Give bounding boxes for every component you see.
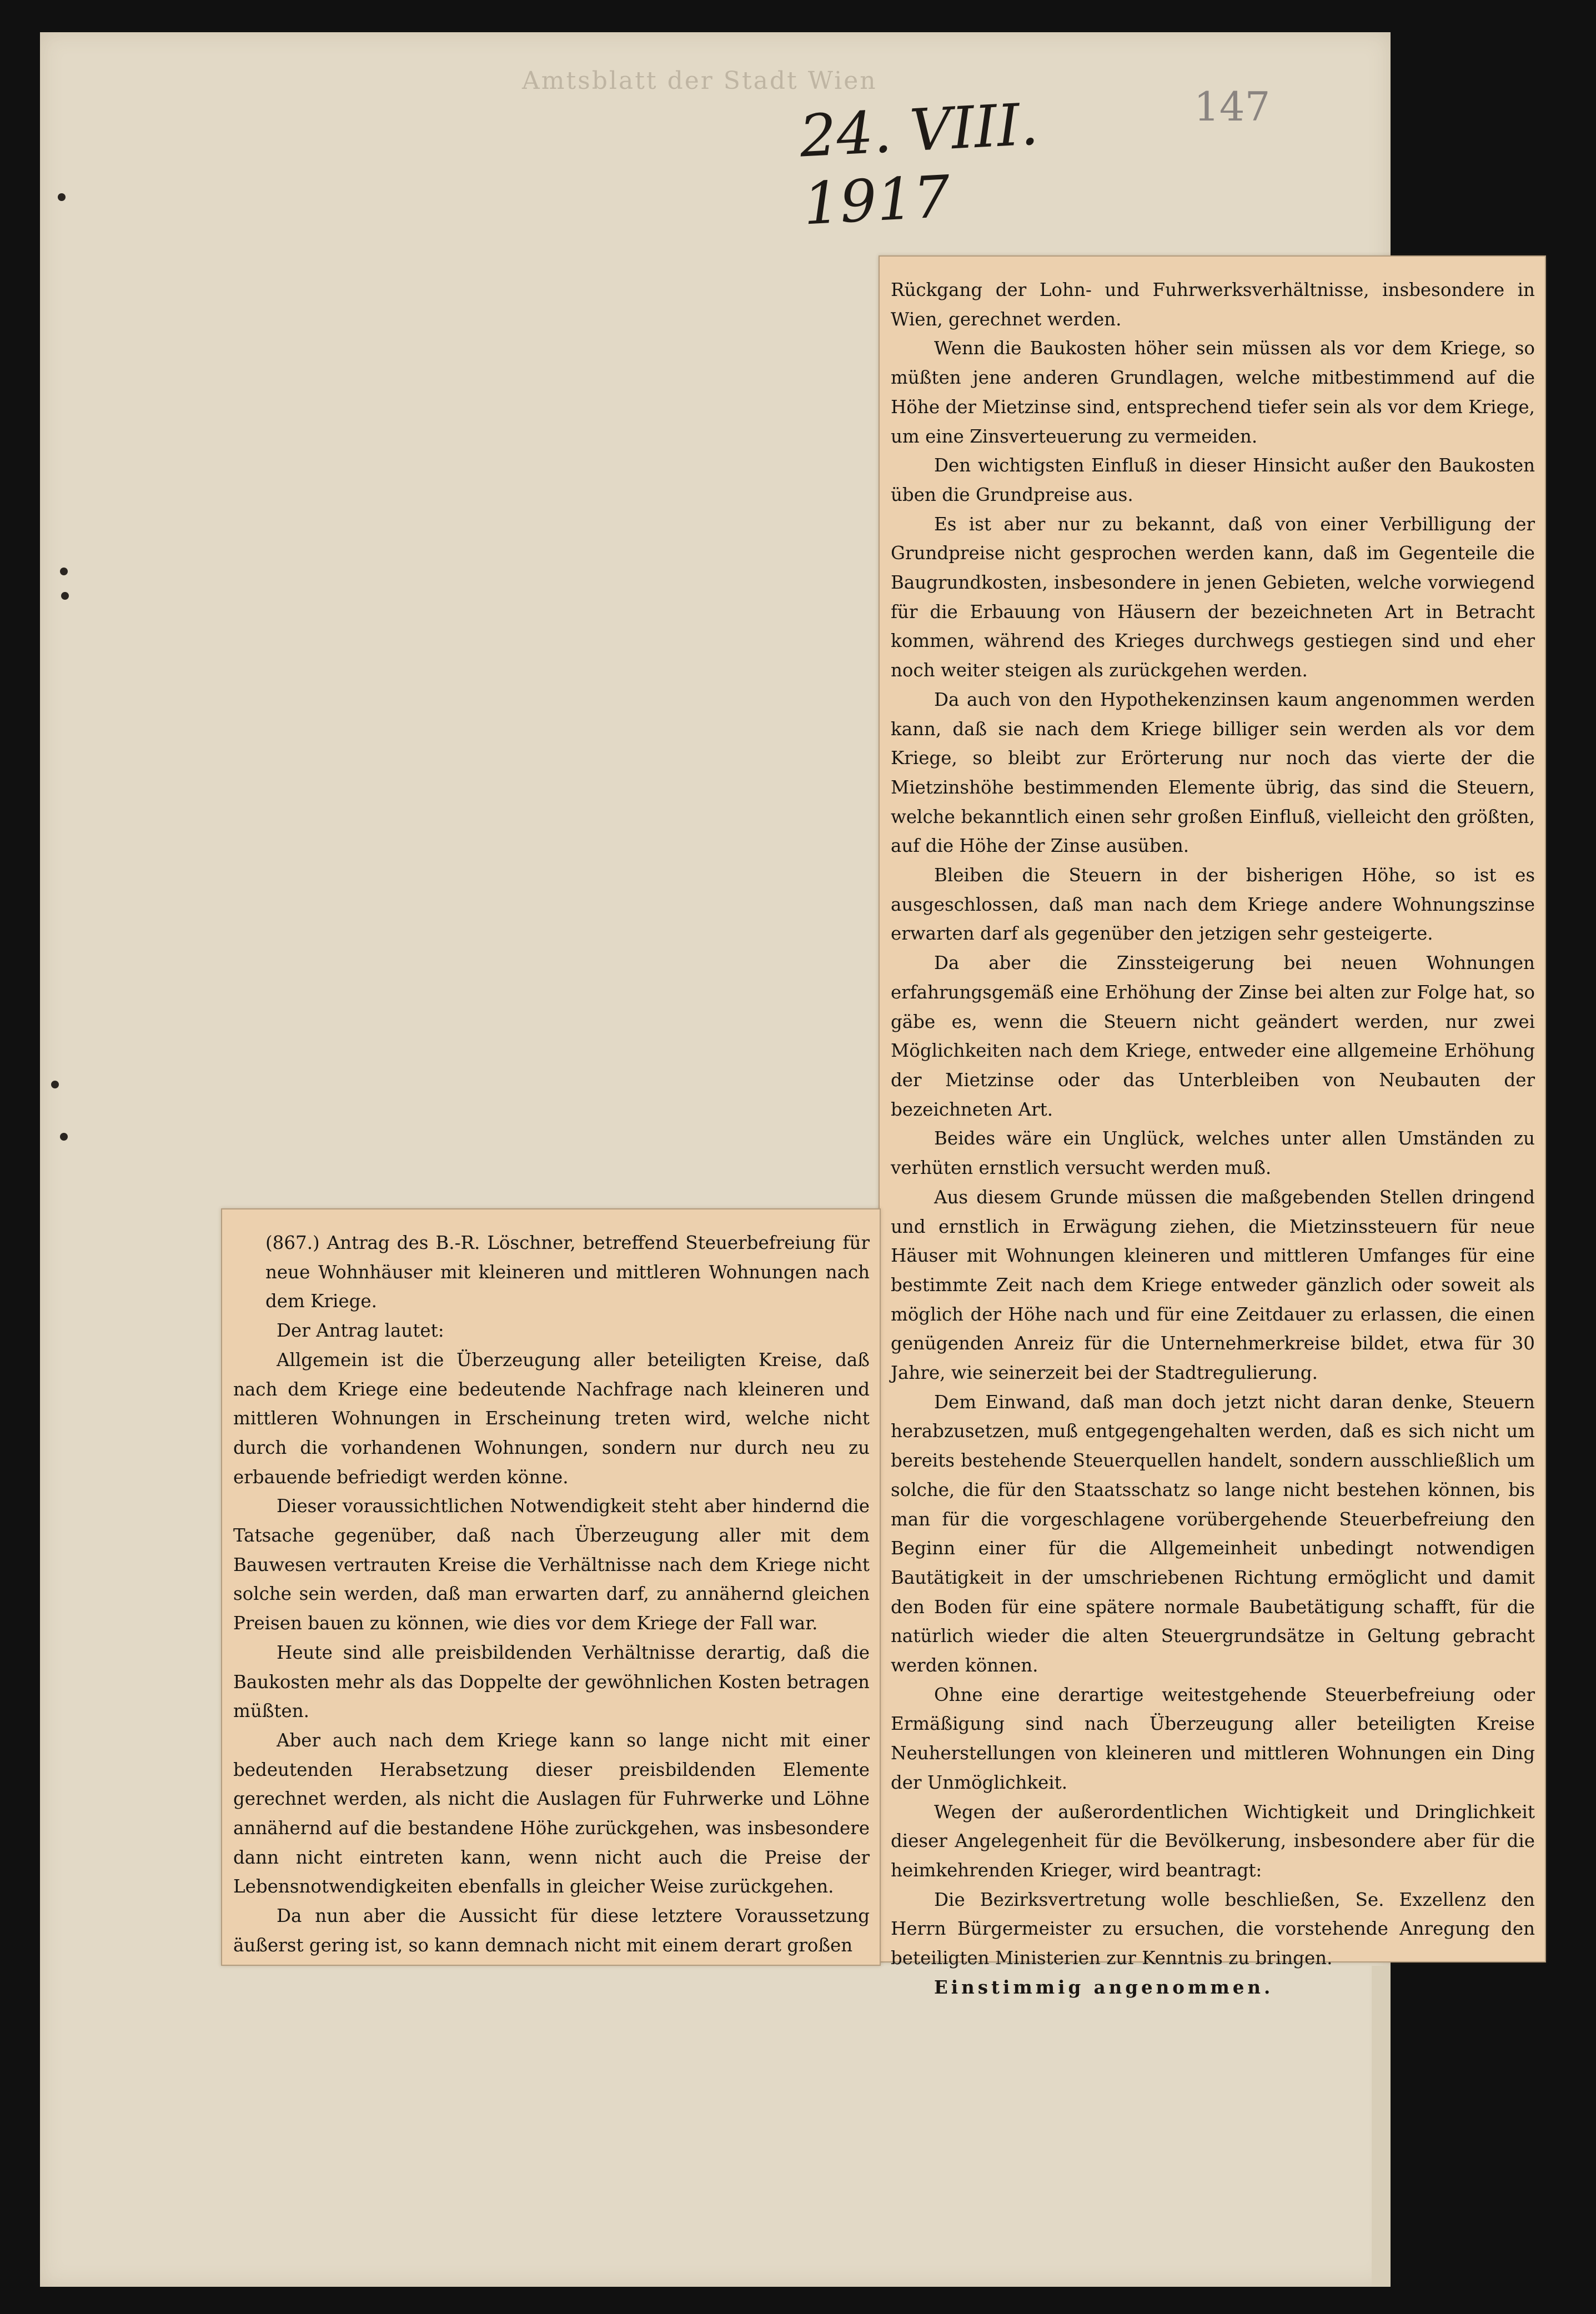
handwritten-date: 24. VIII. 1917 xyxy=(797,90,1040,238)
punch-hole xyxy=(60,1133,68,1141)
newspaper-clipping-left xyxy=(221,1208,881,1966)
paragraph: Wenn die Baukosten höher sein müssen als vor dem Kriege, so müßten jene anderen Grundlagen, welche mitbestimmend auf die Höhe der Mietzinse sind, entsprechend tiefer sein als vor dem Kriege, um eine Zinsverteuerung zu vermeiden. xyxy=(891,338,1535,447)
paragraph: Beides wäre ein Unglück, welches unter allen Umständen zu verhüten ernstlich versucht werden muß. xyxy=(891,1128,1535,1179)
paragraph: Den wichtigsten Einfluß in dieser Hinsicht außer den Baukosten üben die Grundpreise aus. xyxy=(891,455,1535,505)
paragraph: Heute sind alle preisbildenden Verhältnisse derartig, daß die Baukosten mehr als das Doppelte der gewöhnlichen Kosten betragen müßten. xyxy=(233,1642,870,1722)
motion-intro: Der Antrag lautet: xyxy=(277,1320,444,1342)
paragraph: Dem Einwand, daß man doch jetzt nicht daran denke, Steuern herabzusetzen, muß entgegengehalten werden, daß es sich nicht um bereits bestehende Steuerquellen handelt, sondern ausschließlich um solche, die für den Staatsschatz so lange nicht bestehen können, bis man für die vorgeschlagene vorübergehende Steuerbefreiung den Beginn einer für die Allgemeinheit unbedingt notwendigen Bautätigkeit in der umschriebenen Richtung ermöglicht und damit den Boden für eine spätere normale Baubetätigung schafft, für die natürlich wieder die alten Steuergrundsätze in Geltung gebracht werden können. xyxy=(891,1391,1535,1676)
paragraph: Da nun aber die Aussicht für diese letztere Voraussetzung äußerst gering ist, so kann demnach nicht mit einem derart großen xyxy=(233,1905,870,1956)
continuation-paragraph: Rückgang der Lohn- und Fuhrwerksverhältnisse, insbesondere in Wien, gerechnet werden. xyxy=(891,279,1535,330)
punch-hole xyxy=(60,568,68,575)
paragraph: Aber auch nach dem Kriege kann so lange nicht mit einer bedeutenden Herabsetzung dieser preisbildenden Elemente gerechnet werden, als nicht die Auslagen für Fuhrwerke und Löhne annähernd auf die bestandene Höhe zurückgehen, was insbesondere dann nicht eintreten kann, wenn nicht auch die Preise der Lebensnotwendigkeiten ebenfalls in gleicher Weise zurückgehen. xyxy=(233,1729,870,1898)
paragraph: Aus diesem Grunde müssen die maßgebenden Stellen dringend und ernstlich in Erwägung ziehen, die Mietzinssteuern für neue Häuser mit Wohnungen kleineren und mittleren Umfanges für eine bestimmte Zeit nach dem Kriege entweder gänzlich oder soweit als möglich der Höhe nach und für eine Zeitdauer zu erlassen, die einen genügenden Anreiz für die Unternehmerkreise bildet, etwa für 30 Jahre, wie seinerzeit bei der Stadtregulierung. xyxy=(891,1186,1535,1384)
right-column-text xyxy=(891,275,1535,2002)
handwritten-page-number: 147 xyxy=(1194,83,1271,130)
paragraph: Es ist aber nur zu bekannt, daß von einer Verbilligung der Grundpreise nicht gesprochen werden kann, daß im Gegenteile die Baugrundkosten, insbesondere in jenen Gebieten, welche vorwiegend für die Erbauung von Häusern der bezeichneten Art in Betracht kommen, während des Krieges durchwegs gestiegen sind und eher noch weiter steigen als zurückgehen werden. xyxy=(891,513,1535,681)
punch-hole xyxy=(58,193,66,201)
paragraph: Da auch von den Hypothekenzinsen kaum angenommen werden kann, daß sie nach dem Kriege billiger sein werden als vor dem Kriege, so bleibt zur Erörterung nur noch das vierte der die Mietzinshöhe bestimmenden Elemente übrig, das sind die Steuern, welche bekanntlich einen sehr großen Einfluß, vielleicht den größten, auf die Höhe der Zinse ausüben. xyxy=(891,689,1535,857)
left-column-text xyxy=(233,1228,870,1960)
paragraph: Dieser voraussichtlichen Notwendigkeit steht aber hindernd die Tatsache gegenüber, daß nach Überzeugung aller mit dem Bauwesen vertrauten Kreise die Verhältnisse nach dem Kriege nicht solche sein werden, daß man erwarten darf, zu annähernd gleichen Preisen bauen zu können, wie dies vor dem Kriege der Fall war. xyxy=(233,1495,870,1634)
paragraph: Da aber die Zinssteigerung bei neuen Wohnungen erfahrungsgemäß eine Erhöhung der Zinse bei alten zur Folge hat, so gäbe es, wenn die Steuern nicht geändert werden, nur zwei Möglichkeiten nach dem Kriege, entweder eine allgemeine Erhöhung der Mietzinse oder das Unterbleiben von Neubauten der bezeichneten Art. xyxy=(891,952,1535,1120)
punch-hole xyxy=(51,1081,59,1088)
archive-stamp: Amtsblatt der Stadt Wien xyxy=(522,67,877,95)
resolution: Einstimmig angenommen. xyxy=(934,1976,1274,1998)
paragraph: Die Bezirksvertretung wolle beschließen, Se. Exzellenz den Herrn Bürgermeister zu ersuchen, die vorstehende Anregung den beteiligten Ministerien zur Kenntnis zu bringen. xyxy=(891,1889,1535,1969)
newspaper-clipping-right xyxy=(879,255,1546,1998)
paragraph: Bleiben die Steuern in der bisherigen Höhe, so ist es ausgeschlossen, daß man nach dem Kriege andere Wohnungszinse erwarten darf als gegenüber den jetzigen sehr gesteigerte. xyxy=(891,865,1535,945)
paragraph: Allgemein ist die Überzeugung aller beteiligten Kreise, daß nach dem Kriege eine bedeutende Nachfrage nach kleineren und mittleren Wohnungen in Erscheinung treten wird, welche nicht durch die vorhandenen Wohnungen, sondern nur durch neu zu erbauende befriedigt werden könne. xyxy=(233,1349,870,1488)
punch-hole xyxy=(61,592,69,600)
paragraph: Wegen der außerordentlichen Wichtigkeit und Dringlichkeit dieser Angelegenheit für die Bevölkerung, insbesondere aber für die heimkehrenden Krieger, wird beantragt: xyxy=(891,1801,1535,1881)
motion-title: (867.) Antrag des B.-R. Löschner, betreffend Steuerbefreiung für neue Wohnhäuser mit kleineren und mittleren Wohnungen nach dem Kriege. xyxy=(265,1232,870,1312)
backing-sheet xyxy=(1372,1966,1391,2287)
paragraph: Ohne eine derartige weitestgehende Steuerbefreiung oder Ermäßigung sind nach Überzeugung aller beteiligten Kreise Neuherstellungen von kleineren und mittleren Wohnungen ein Ding der Unmöglichkeit. xyxy=(891,1684,1535,1793)
